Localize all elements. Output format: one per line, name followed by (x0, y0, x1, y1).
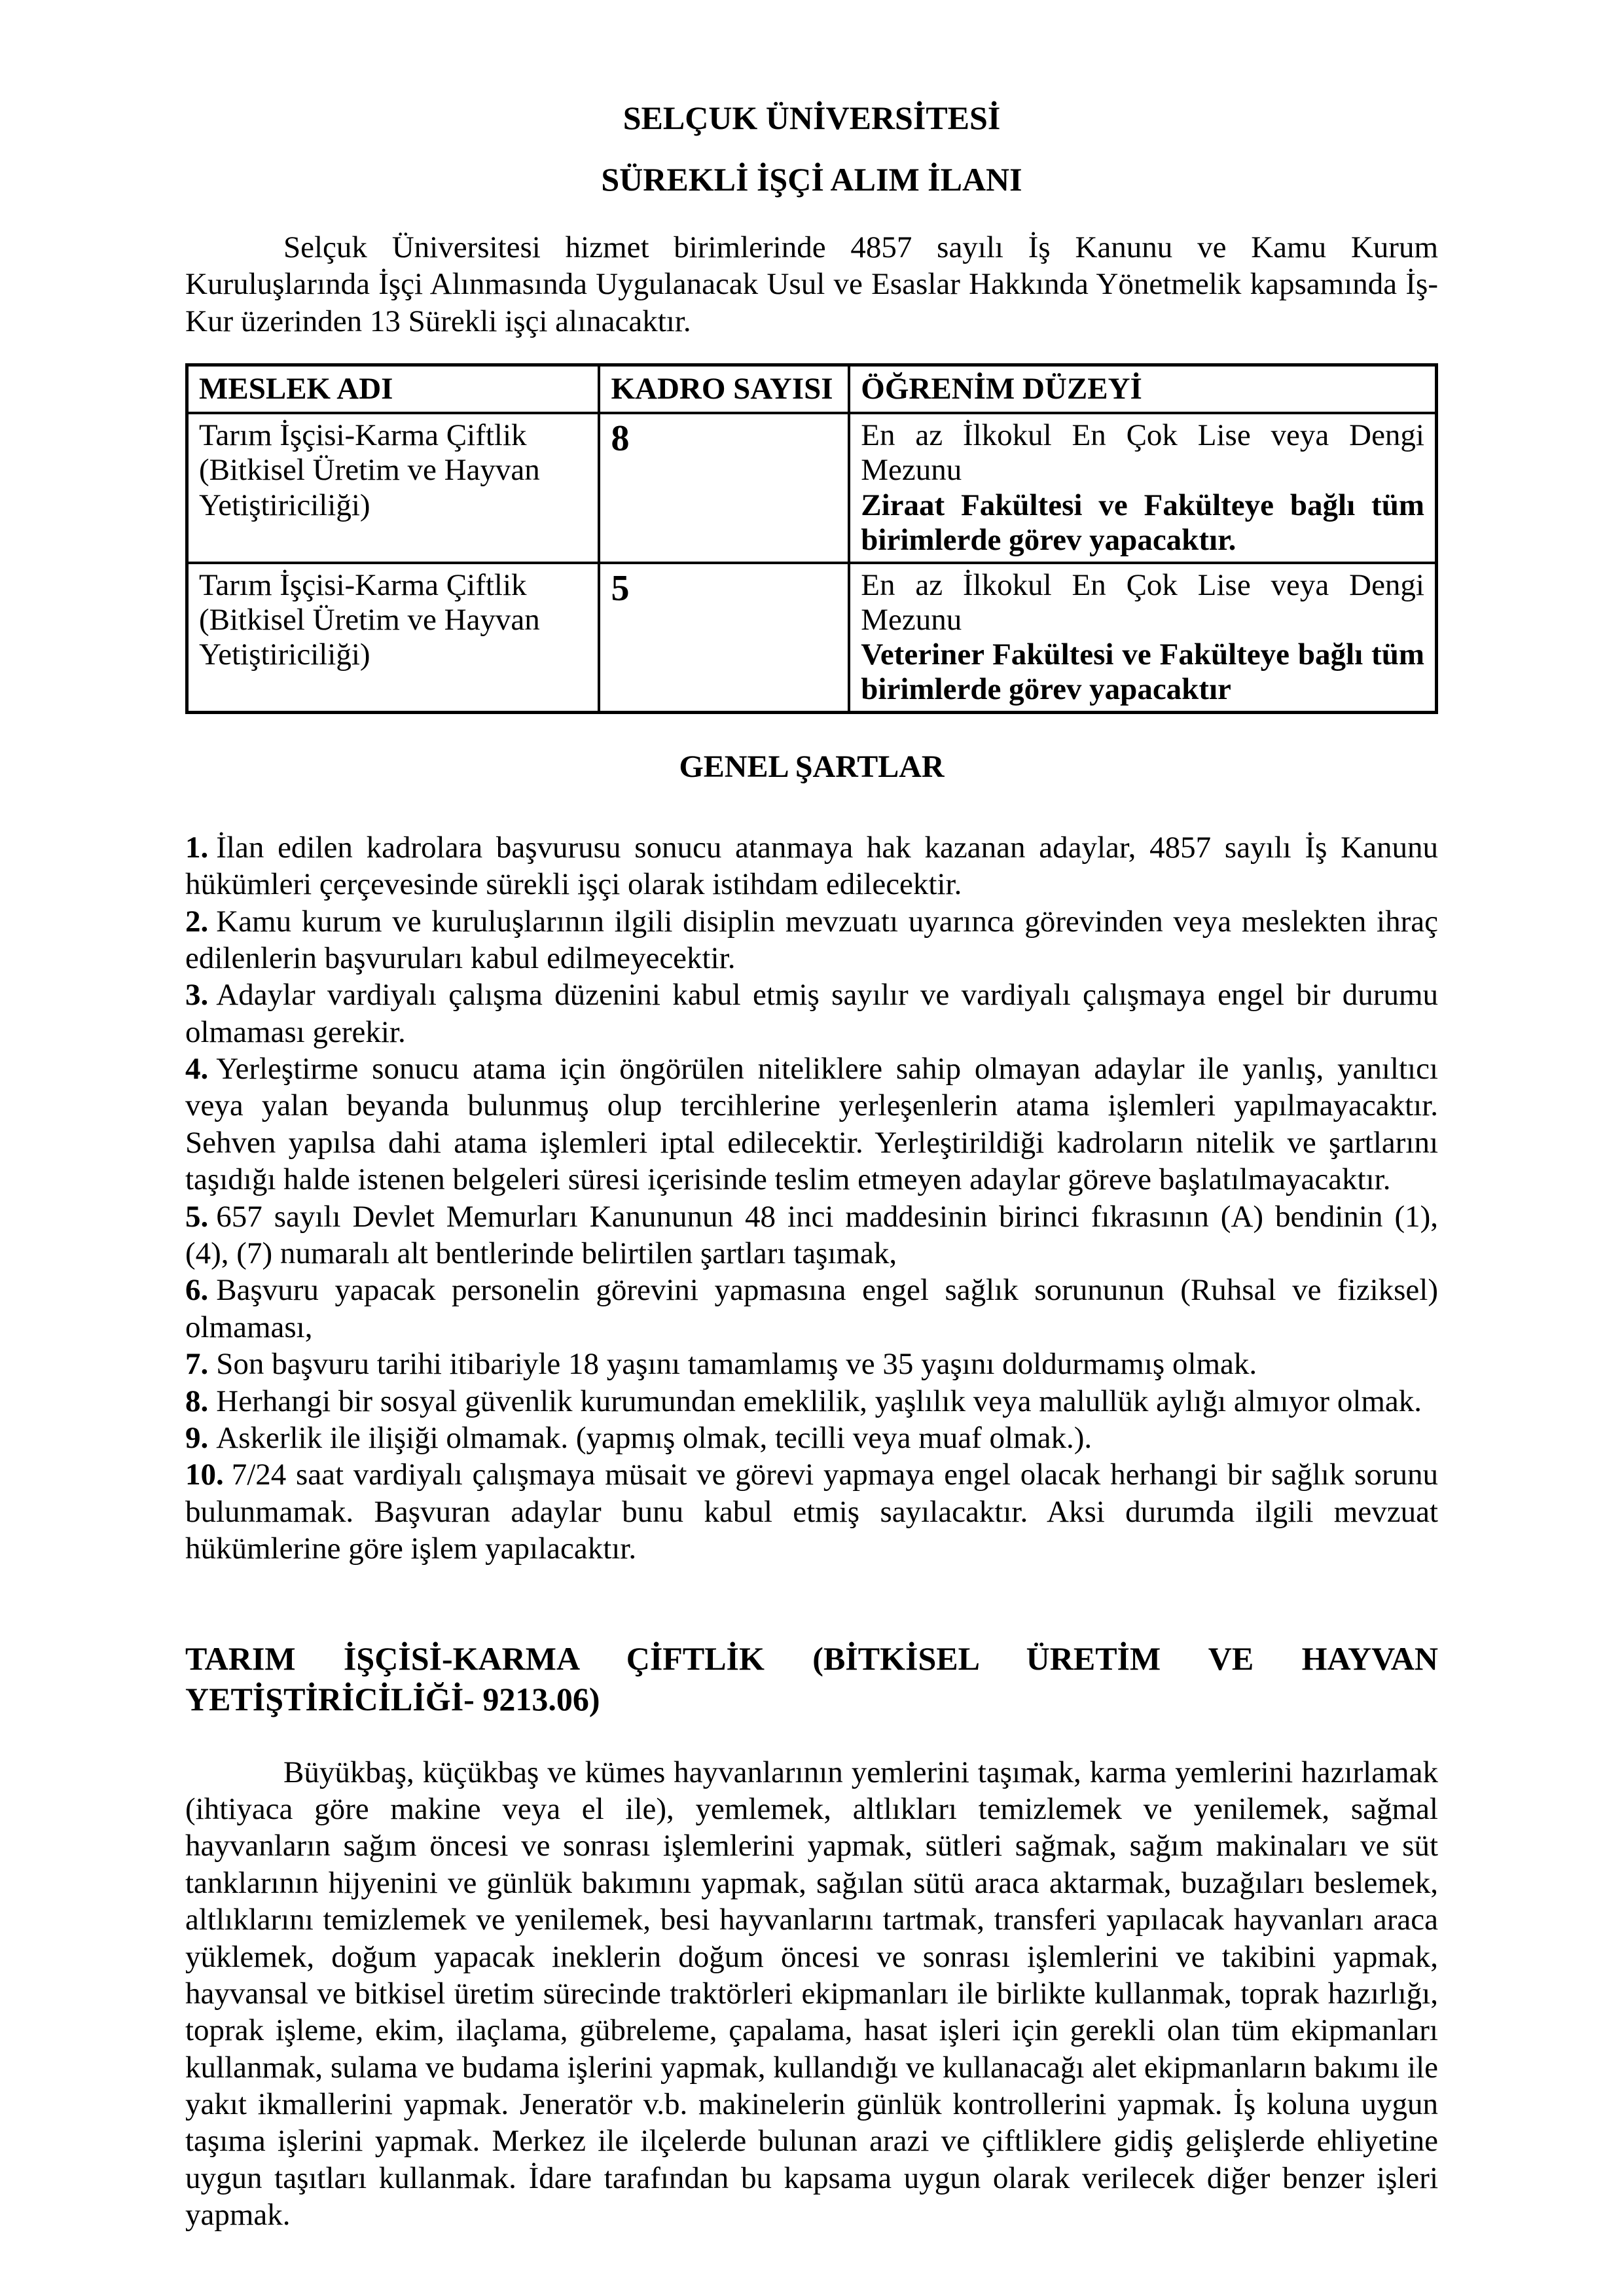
list-item (185, 1272, 1438, 1346)
list-item-number: 10. (185, 1458, 224, 1492)
ogrenim-cell (849, 563, 1436, 713)
list-item-number: 2. (185, 904, 209, 939)
kadro-cell: 8 (599, 413, 849, 562)
positions-table-header (187, 365, 1437, 414)
list-item-number: 5. (185, 1199, 209, 1234)
list-item-number: 7. (185, 1347, 209, 1382)
list-item (185, 1050, 1438, 1198)
column-header-kadro-sayisi: KADRO SAYISI (599, 365, 849, 414)
column-header-ogrenim-duzeyi: ÖĞRENİM DÜZEYİ (849, 365, 1436, 414)
job-title-heading: TARIM İŞÇİSİ-KARMA ÇİFTLİK (BİTKİSEL ÜRETİM VE HAYVAN YETİŞTİRİCİLİĞİ- 9213.06) (185, 1640, 1438, 1718)
ogrenim-assignment-note: Veteriner Fakültesi ve Fakülteye bağlı tüm birimlerde görev yapacaktır (861, 637, 1424, 707)
list-item (185, 1198, 1438, 1272)
list-item-text: Başvuru yapacak personelin görevini yapmasına engel sağlık sorununun (Ruhsal ve fiziksel) olmaması, (185, 1273, 1438, 1344)
list-item-text: Adaylar vardiyalı çalışma düzenini kabul etmiş sayılır ve vardiyalı çalışmaya engel bir durumu olmaması gerekir. (185, 978, 1438, 1049)
meslek-cell: Tarım İşçisi-Karma Çiftlik (Bitkisel Üretim ve Hayvan Yetiştiriciliği) (187, 413, 600, 562)
list-item (185, 977, 1438, 1050)
table-row (187, 563, 1437, 713)
list-item-number: 1. (185, 830, 209, 865)
list-item-text: Yerleştirme sonucu atama için öngörülen niteliklere sahip olmayan adaylar ile yanlış, yanıltıcı veya yalan beyanda bulunmuş olup tercihlerine yerleşenlerin atama işlemleri yapılmayacaktır. Sehven yapılsa dahi atama işlemleri iptal edilecektir. Yerleştirildiği kadroların nitelik ve şartlarını taşıdığı halde istenen belgeleri süresi içerisinde teslim etmeyen adaylar göreve başlatılmayacaktır. (185, 1052, 1438, 1197)
column-header-meslek-adi: MESLEK ADI (187, 365, 600, 414)
ogrenim-cell (849, 413, 1436, 562)
job-description: Büyükbaş, küçükbaş ve kümes hayvanlarının yemlerini taşımak, karma yemlerini hazırlamak (ihtiyaca göre makine veya el ile), yemlemek, altlıkları temizlemek ve yenilemek, sağmal hayvanların sağım öncesi ve sonrası işlemlerini yapmak, sütleri sağmak, sağım makinaları ve süt tanklarının hijyenini ve günlük bakımını yapmak, sağılan sütü araca aktarmak, buzağıları beslemek, altlıklarını temizlemek ve yenilemek, besi hayvanlarını tartmak, transferi yapılacak hayvanları araca yüklemek, doğum yapacak ineklerin doğum öncesi ve sonrası işlemlerini ve takibini yapmak, hayvansal ve bitkisel üretim sürecinde traktörleri ekipmanları ile birlikte kullanmak, toprak hazırlığı, toprak işleme, ekim, ilaçlama, gübreleme, çapalama, hasat işleri için gerekli olan tüm ekipmanları kullanmak, sulama ve budama işlerini yapmak, kullandığı ve kullanacağı alet ekipmanların bakımı ile yakıt ikmallerini yapmak. Jeneratör v.b. makinelerin günlük kontrollerini yapmak. İş koluna uygun taşıma işlerini yapmak. Merkez ile ilçelerde bulunan arazi ve çiftliklere gidiş gelişlerde ehliyetine uygun taşıtları kullanmak. İdare tarafından bu kapsama uygun olarak verilecek diğer benzer işleri yapmak. (185, 1755, 1438, 2233)
kadro-cell: 5 (599, 563, 849, 713)
list-item-number: 3. (185, 978, 209, 1013)
list-item-text: 657 sayılı Devlet Memurları Kanununun 48 inci maddesinin birinci fıkrasının (A) bendinin (1), (4), (7) numaralı alt bentlerinde belirtilen şartları taşımak, (185, 1199, 1438, 1271)
list-item-text: Askerlik ile ilişiği olmamak. (yapmış olmak, tecilli veya muaf olmak.). (216, 1421, 1092, 1455)
list-item-text: Kamu kurum ve kuruluşlarının ilgili disiplin mevzuatı uyarınca görevinden veya meslekten ihraç edilenlerin başvuruları kabul edilmeyecektir. (185, 904, 1438, 975)
genel-sartlar-list (185, 829, 1438, 1568)
list-item-text: İlan edilen kadrolara başvurusu sonucu atanmaya hak kazanan adaylar, 4857 sayılı İş Kanunu hükümleri çerçevesinde sürekli işçi olarak istihdam edilecektir. (185, 830, 1438, 902)
ogrenim-level-text: En az İlkokul En Çok Lise veya Dengi Mezunu (861, 567, 1424, 637)
document-title: SELÇUK ÜNİVERSİTESİ (623, 99, 1001, 136)
list-item (185, 1383, 1438, 1420)
genel-sartlar-heading: GENEL ŞARTLAR (679, 749, 945, 785)
intro-paragraph: Selçuk Üniversitesi hizmet birimlerinde 4857 sayılı İş Kanunu ve Kamu Kurum Kuruluşlarında İşçi Alınmasında Uygulanacak Usul ve Esaslar Hakkında Yönetmelik kapsamında İş-Kur üzerinden 13 Sürekli işçi alınacaktır. (185, 230, 1438, 338)
list-item (185, 1456, 1438, 1567)
list-item-number: 6. (185, 1273, 209, 1308)
meslek-cell: Tarım İşçisi-Karma Çiftlik (Bitkisel Üretim ve Hayvan Yetiştiriciliği) (187, 563, 600, 713)
positions-table (185, 363, 1438, 714)
list-item (185, 1346, 1438, 1382)
list-item-text: 7/24 saat vardiyalı çalışmaya müsait ve görevi yapmaya engel olacak herhangi bir sağlık sorunu bulunmamak. Başvuran adaylar bunu kabul etmiş sayılacaktır. Aksi durumda ilgili mevzuat hükümlerine göre işlem yapılacaktır. (185, 1458, 1438, 1566)
ogrenim-assignment-note: Ziraat Fakültesi ve Fakülteye bağlı tüm birimlerde görev yapacaktır. (861, 488, 1424, 557)
list-item-number: 9. (185, 1421, 209, 1455)
positions-table-body (187, 413, 1437, 712)
ogrenim-level-text: En az İlkokul En Çok Lise veya Dengi Mezunu (861, 418, 1424, 488)
list-item (185, 903, 1438, 977)
list-item (185, 1420, 1438, 1456)
table-row (187, 413, 1437, 562)
table-header-row (187, 365, 1437, 414)
document-subtitle: SÜREKLİ İŞÇİ ALIM İLANI (601, 161, 1022, 198)
list-item-text: Son başvuru tarihi itibariyle 18 yaşını tamamlamış ve 35 yaşını doldurmamış olmak. (216, 1347, 1257, 1382)
list-item-number: 4. (185, 1052, 209, 1086)
list-item (185, 829, 1438, 903)
list-item-number: 8. (185, 1384, 209, 1418)
list-item-text: Herhangi bir sosyal güvenlik kurumundan emeklilik, yaşlılık veya malullük aylığı almıyor olmak. (216, 1384, 1422, 1418)
